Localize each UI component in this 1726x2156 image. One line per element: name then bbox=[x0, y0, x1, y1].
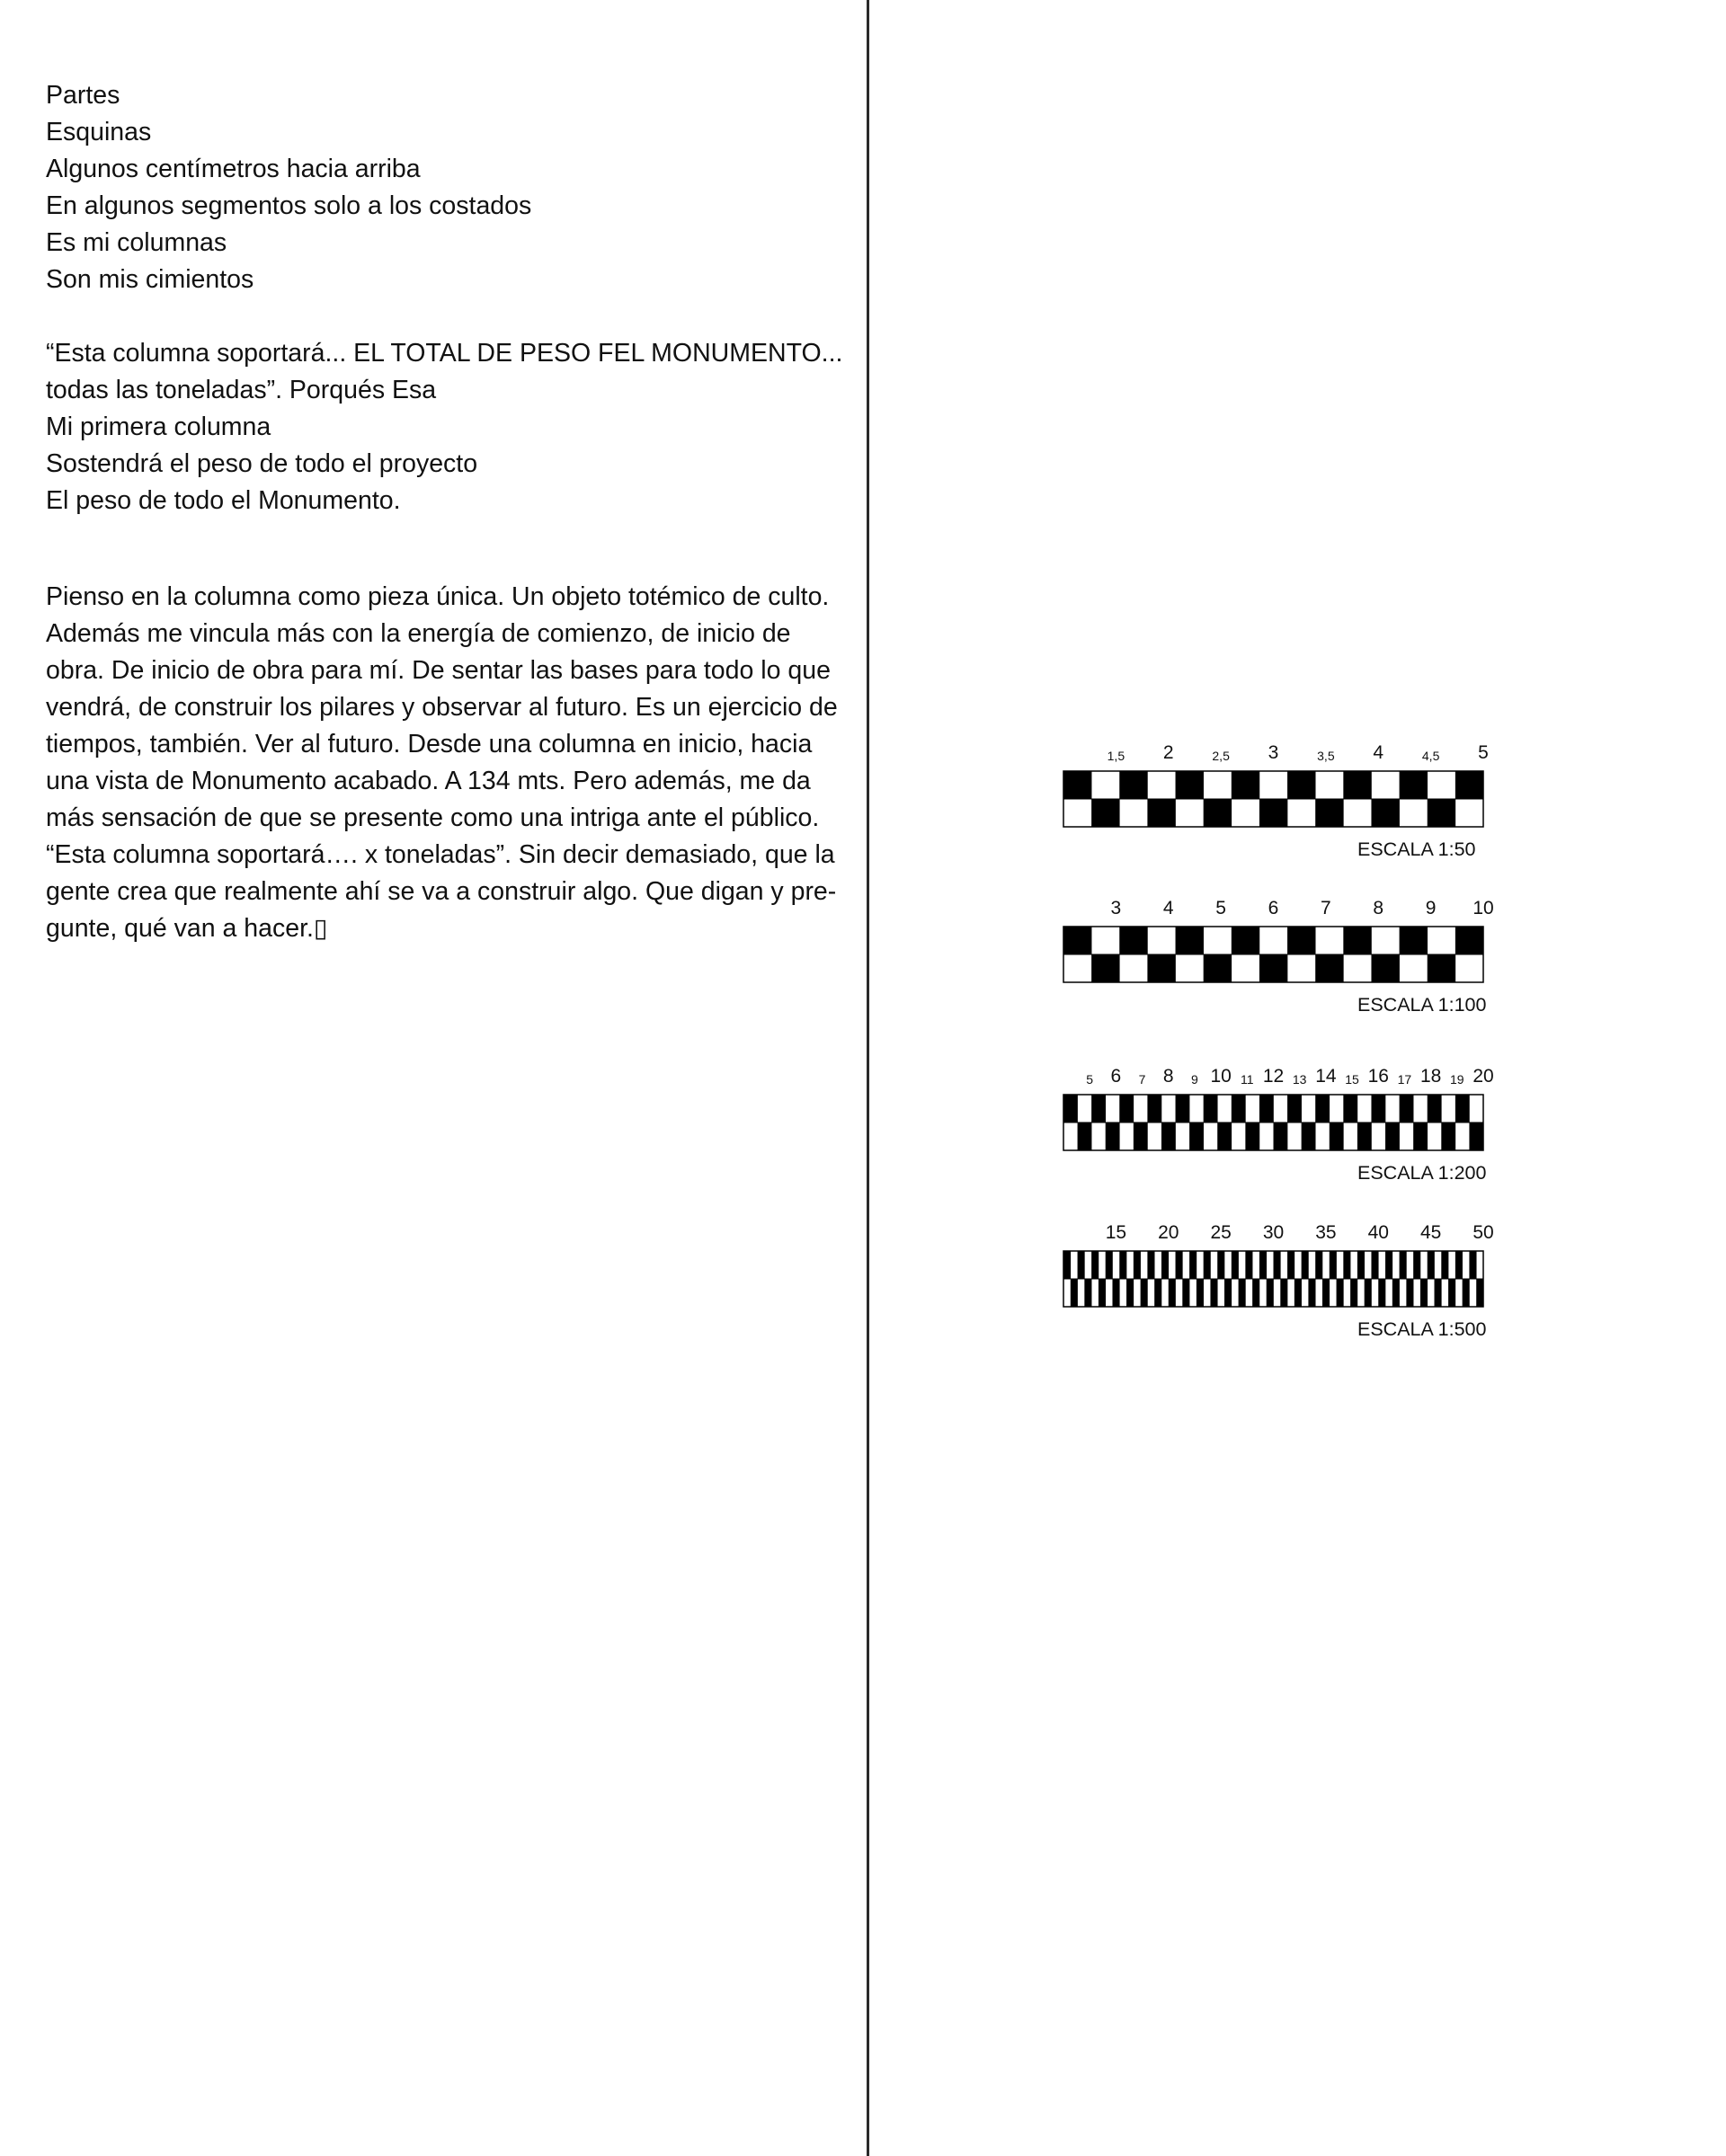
scale-cell bbox=[1413, 1251, 1420, 1279]
scale-minor-label: 1,5 bbox=[1107, 749, 1125, 763]
scale-cell bbox=[1302, 1122, 1316, 1150]
poem-block-1 bbox=[46, 77, 859, 298]
scale-cell bbox=[1315, 799, 1343, 827]
scale-major-label: 7 bbox=[1321, 898, 1331, 918]
scale-bar-outline bbox=[1063, 1095, 1483, 1150]
scale-cell bbox=[1385, 1251, 1392, 1279]
scale-cell bbox=[1078, 1122, 1092, 1150]
scale-cell bbox=[1330, 1251, 1337, 1279]
scale-cell bbox=[1371, 1251, 1378, 1279]
scale-major-label: 25 bbox=[1210, 1222, 1232, 1243]
scale-caption: ESCALA 1:500 bbox=[1357, 1318, 1487, 1340]
text-column bbox=[46, 77, 859, 947]
scale-cell bbox=[1204, 1251, 1211, 1279]
scale-major-label: 6 bbox=[1110, 1066, 1122, 1087]
scale-cell bbox=[1239, 1279, 1246, 1307]
scale-cell bbox=[1365, 1279, 1372, 1307]
scale-major-label: 30 bbox=[1262, 1222, 1285, 1243]
scale-cell bbox=[1091, 1095, 1106, 1122]
scale-caption: ESCALA 1:50 bbox=[1357, 838, 1476, 860]
scale-cell bbox=[1106, 1251, 1113, 1279]
scale-cell bbox=[1099, 1279, 1106, 1307]
scale-bar-outline bbox=[1063, 1251, 1483, 1307]
scale-cell bbox=[1259, 799, 1287, 827]
paragraph-line: tiempos, también. Ver al futuro. Desde una columna en inicio, hacia bbox=[46, 730, 813, 759]
poem-line: todas las toneladas”. Porqués Esa bbox=[46, 376, 437, 404]
scale-cell bbox=[1232, 1251, 1239, 1279]
scale-cell bbox=[1063, 771, 1091, 799]
poem-line: Son mis cimientos bbox=[46, 265, 254, 294]
scale-cell bbox=[1441, 1122, 1455, 1150]
scale-cell bbox=[1197, 1279, 1204, 1307]
scale-minor-label: 19 bbox=[1450, 1072, 1464, 1087]
scale-cell bbox=[1176, 1095, 1190, 1122]
scale-cell bbox=[1392, 1279, 1400, 1307]
scale-minor-label: 2,5 bbox=[1212, 749, 1230, 763]
scale-minor-label: 5 bbox=[1086, 1072, 1094, 1087]
scale-cell bbox=[1210, 1279, 1217, 1307]
scale-cell bbox=[1119, 771, 1147, 799]
paragraph-line: una vista de Monumento acabado. A 134 mts. Pero además, me da bbox=[46, 767, 811, 795]
scale-cell bbox=[1469, 1122, 1483, 1150]
scale-cell bbox=[1204, 954, 1232, 982]
scale-cell bbox=[1071, 1279, 1078, 1307]
scale-cell bbox=[1274, 1122, 1288, 1150]
scale-cell bbox=[1084, 1279, 1091, 1307]
poem-line: Esquinas bbox=[46, 118, 152, 146]
scale-cell bbox=[1134, 1122, 1148, 1150]
scale-cell bbox=[1232, 927, 1259, 954]
scale-major-label: 14 bbox=[1315, 1066, 1337, 1087]
scale-cell bbox=[1204, 799, 1232, 827]
scale-cell bbox=[1112, 1279, 1119, 1307]
scale-major-label: 50 bbox=[1472, 1222, 1494, 1243]
scale-major-label: 12 bbox=[1262, 1066, 1285, 1087]
scale-cell bbox=[1182, 1279, 1189, 1307]
scale-cell bbox=[1455, 927, 1483, 954]
scale-cell bbox=[1078, 1251, 1085, 1279]
scale-major-label: 3 bbox=[1268, 742, 1279, 763]
scale-major-label: 20 bbox=[1472, 1066, 1494, 1087]
scale-major-label: 40 bbox=[1367, 1222, 1389, 1243]
scale-cell bbox=[1400, 1095, 1414, 1122]
scale-cell bbox=[1176, 927, 1204, 954]
scale-cell bbox=[1259, 1095, 1274, 1122]
scale-cell bbox=[1441, 1251, 1448, 1279]
scale-major-label: 8 bbox=[1162, 1066, 1174, 1087]
scale-cell bbox=[1119, 1095, 1134, 1122]
scale-cell bbox=[1232, 771, 1259, 799]
scale-cell bbox=[1455, 1095, 1470, 1122]
scale-cell bbox=[1126, 1279, 1134, 1307]
scale-cell bbox=[1169, 1279, 1176, 1307]
scale-cell bbox=[1259, 954, 1287, 982]
scale-cell bbox=[1294, 1279, 1302, 1307]
scale-cell bbox=[1280, 1279, 1287, 1307]
scale-cell bbox=[1091, 799, 1119, 827]
poem-line: Es mi columnas bbox=[46, 228, 227, 257]
scale-cell bbox=[1176, 1251, 1183, 1279]
poem-line: Algunos centímetros hacia arriba bbox=[46, 155, 421, 183]
poem-line: “Esta columna soportará... EL TOTAL DE PESO FEL MONUMENTO... bbox=[46, 339, 843, 368]
scale-cell bbox=[1063, 927, 1091, 954]
scale-cell bbox=[1141, 1279, 1148, 1307]
scale-cell bbox=[1154, 1279, 1161, 1307]
poem-line: El peso de todo el Monumento. bbox=[46, 486, 401, 515]
paragraph-line: gunte, qué van a hacer.▯ bbox=[46, 914, 328, 943]
scale-cell bbox=[1400, 1251, 1407, 1279]
scale-cell bbox=[1287, 1095, 1302, 1122]
paragraph-line: gente crea que realmente ahí se va a construir algo. Que digan y pre- bbox=[46, 877, 837, 906]
scale-major-label: 18 bbox=[1419, 1066, 1442, 1087]
scale-major-label: 4 bbox=[1162, 898, 1174, 918]
poem-line: Mi primera columna bbox=[46, 413, 271, 441]
scale-cell bbox=[1189, 1251, 1197, 1279]
scale-cell bbox=[1330, 1122, 1344, 1150]
scale-major-label: 2 bbox=[1162, 742, 1174, 763]
scale-cell bbox=[1134, 1251, 1141, 1279]
scale-cell bbox=[1455, 1251, 1463, 1279]
scale-cell bbox=[1287, 927, 1315, 954]
scale-minor-label: 3,5 bbox=[1317, 749, 1335, 763]
scale-minor-label: 13 bbox=[1292, 1072, 1307, 1087]
scale-cell bbox=[1378, 1279, 1385, 1307]
scale-cell bbox=[1406, 1279, 1413, 1307]
scale-cell bbox=[1147, 799, 1175, 827]
scale-major-label: 5 bbox=[1478, 742, 1489, 763]
scale-cell bbox=[1119, 927, 1147, 954]
scale-major-label: 3 bbox=[1110, 898, 1122, 918]
scale-major-label: 45 bbox=[1419, 1222, 1442, 1243]
scale-bar-outline bbox=[1063, 927, 1483, 982]
paragraph-line: “Esta columna soportará…. x toneladas”. Sin decir demasiado, que la bbox=[46, 840, 835, 869]
scale-major-label: 20 bbox=[1158, 1222, 1179, 1243]
scale-cell bbox=[1357, 1122, 1372, 1150]
poem-line: Partes bbox=[46, 81, 120, 110]
paragraph-line: obra. De inicio de obra para mí. De sentar las bases para todo lo que bbox=[46, 656, 831, 685]
scale-major-label: 8 bbox=[1373, 898, 1384, 918]
scale-cell bbox=[1350, 1279, 1357, 1307]
body-paragraph bbox=[46, 579, 859, 947]
scale-cell bbox=[1091, 954, 1119, 982]
scale-cell bbox=[1428, 799, 1455, 827]
scale-cell bbox=[1308, 1279, 1315, 1307]
scale-cell bbox=[1315, 954, 1343, 982]
scale-minor-label: 11 bbox=[1241, 1072, 1254, 1087]
scale-cell bbox=[1252, 1279, 1259, 1307]
scale-cell bbox=[1189, 1122, 1204, 1150]
scale-cell bbox=[1224, 1279, 1232, 1307]
scale-major-label: 9 bbox=[1425, 898, 1437, 918]
scale-cell bbox=[1232, 1095, 1246, 1122]
paragraph-line: Además me vincula más con la energía de comienzo, de inicio de bbox=[46, 619, 791, 648]
scale-cell bbox=[1469, 1251, 1476, 1279]
scale-cell bbox=[1315, 1095, 1330, 1122]
scale-cell bbox=[1315, 1251, 1322, 1279]
scale-caption: ESCALA 1:100 bbox=[1357, 994, 1487, 1016]
scale-cell bbox=[1435, 1279, 1442, 1307]
scale-cell bbox=[1245, 1251, 1252, 1279]
scale-cell bbox=[1287, 771, 1315, 799]
scale-cell bbox=[1091, 1251, 1099, 1279]
scale-cell bbox=[1217, 1122, 1232, 1150]
scale-cell bbox=[1343, 1095, 1357, 1122]
scale-cell bbox=[1161, 1122, 1176, 1150]
scale-cell bbox=[1147, 954, 1175, 982]
scale-cell bbox=[1413, 1122, 1428, 1150]
scale-minor-label: 7 bbox=[1138, 1072, 1146, 1087]
scale-major-label: 35 bbox=[1315, 1222, 1337, 1243]
scale-caption: ESCALA 1:200 bbox=[1357, 1162, 1487, 1184]
scale-cell bbox=[1343, 771, 1371, 799]
paragraph-line: más sensación de que se presente como una intriga ante el público. bbox=[46, 803, 820, 832]
scale-cell bbox=[1428, 1095, 1442, 1122]
scale-cell bbox=[1343, 1251, 1350, 1279]
scale-minor-label: 4,5 bbox=[1421, 749, 1440, 763]
scale-cell bbox=[1463, 1279, 1470, 1307]
scale-major-label: 5 bbox=[1215, 898, 1226, 918]
scale-cell bbox=[1371, 1095, 1385, 1122]
scale-cell bbox=[1322, 1279, 1330, 1307]
scale-cell bbox=[1147, 1095, 1161, 1122]
scale-cell bbox=[1400, 927, 1428, 954]
scale-major-label: 16 bbox=[1367, 1066, 1389, 1087]
scale-cell bbox=[1448, 1279, 1455, 1307]
scale-cell bbox=[1147, 1251, 1154, 1279]
scale-major-label: 15 bbox=[1105, 1222, 1127, 1243]
scale-minor-label: 9 bbox=[1191, 1072, 1198, 1087]
scale-cell bbox=[1245, 1122, 1259, 1150]
scale-cell bbox=[1204, 1095, 1218, 1122]
scale-cell bbox=[1385, 1122, 1400, 1150]
scale-minor-label: 17 bbox=[1397, 1072, 1412, 1087]
column-divider bbox=[867, 0, 869, 2156]
scale-major-label: 10 bbox=[1210, 1066, 1232, 1087]
paragraph-line: vendrá, de construir los pilares y observar al futuro. Es un ejercicio de bbox=[46, 693, 838, 722]
scale-cell bbox=[1455, 771, 1483, 799]
paragraph-line: Pienso en la columna como pieza única. Un objeto totémico de culto. bbox=[46, 582, 830, 611]
scale-cell bbox=[1420, 1279, 1428, 1307]
scale-cell bbox=[1274, 1251, 1281, 1279]
scale-cell bbox=[1063, 1095, 1078, 1122]
scale-cell bbox=[1357, 1251, 1365, 1279]
scale-cell bbox=[1400, 771, 1428, 799]
scale-bar-outline bbox=[1063, 771, 1483, 827]
scale-major-label: 10 bbox=[1472, 898, 1494, 918]
scale-major-label: 4 bbox=[1373, 742, 1384, 763]
poem-block-2 bbox=[46, 335, 859, 519]
scale-cell bbox=[1267, 1279, 1274, 1307]
scale-cell bbox=[1371, 799, 1399, 827]
scale-cell bbox=[1476, 1279, 1483, 1307]
scale-cell bbox=[1119, 1251, 1126, 1279]
scale-cell bbox=[1217, 1251, 1224, 1279]
scale-cell bbox=[1371, 954, 1399, 982]
scale-major-label: 6 bbox=[1268, 898, 1279, 918]
scale-cell bbox=[1343, 927, 1371, 954]
scale-cell bbox=[1106, 1122, 1120, 1150]
scale-cell bbox=[1176, 771, 1204, 799]
scale-cell bbox=[1287, 1251, 1294, 1279]
scale-minor-label: 15 bbox=[1345, 1072, 1359, 1087]
scale-cell bbox=[1161, 1251, 1169, 1279]
scale-cell bbox=[1259, 1251, 1267, 1279]
scale-cell bbox=[1428, 1251, 1435, 1279]
poem-line: Sostendrá el peso de todo el proyecto bbox=[46, 449, 478, 478]
scale-cell bbox=[1063, 1251, 1071, 1279]
scale-cell bbox=[1302, 1251, 1309, 1279]
scale-cell bbox=[1428, 954, 1455, 982]
scale-cell bbox=[1337, 1279, 1344, 1307]
poem-line: En algunos segmentos solo a los costados bbox=[46, 191, 532, 220]
